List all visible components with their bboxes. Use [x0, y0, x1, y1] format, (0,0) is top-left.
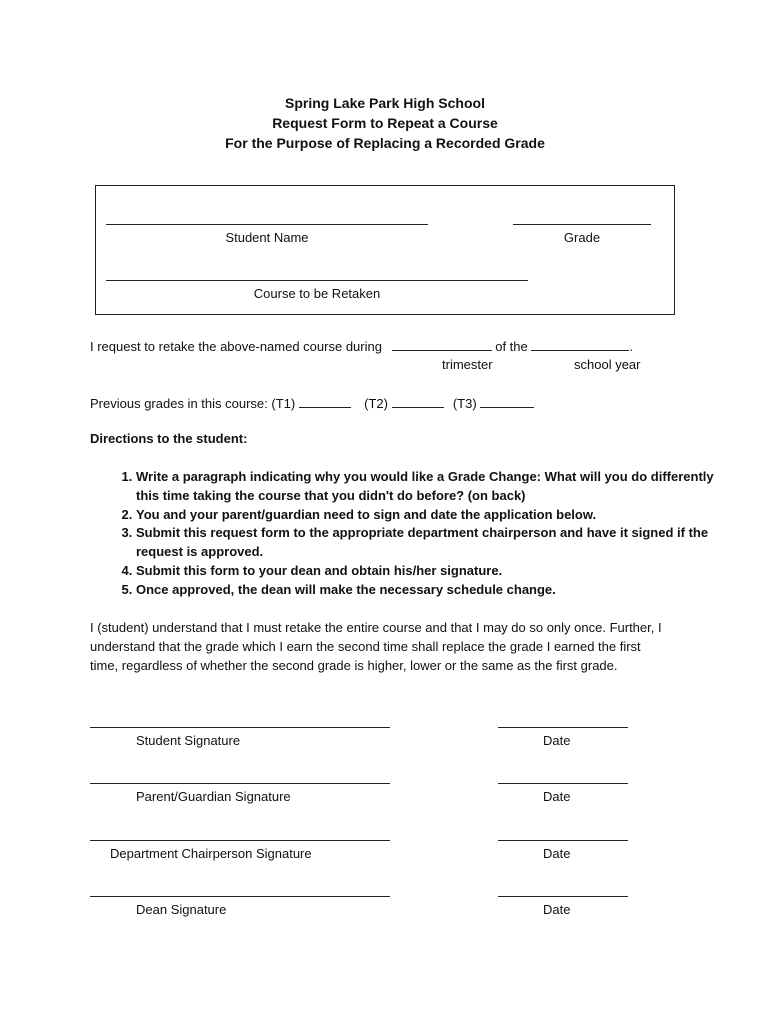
course-label: Course to be Retaken	[253, 286, 381, 301]
direction-item: 4. Submit this form to your dean and obtain his/her signature.	[136, 562, 726, 581]
t2-field[interactable]	[392, 395, 444, 408]
school-name: Spring Lake Park High School	[285, 95, 485, 111]
request-text-before: I request to retake the above-named course during	[90, 339, 382, 354]
school-year-label: school year	[574, 357, 641, 372]
school-year-field[interactable]	[531, 338, 629, 351]
direction-item: 1. Write a paragraph indicating why you would like a Grade Change: What will you do differently this time taking the course that you didn't do before? (on back)	[136, 468, 726, 506]
direction-item: 2. You and your parent/guardian need to sign and date the application below.	[136, 506, 726, 525]
parent-date-label: Date	[543, 789, 571, 804]
student-name-line[interactable]	[106, 224, 428, 225]
request-text-middle: of the	[495, 339, 528, 354]
request-text-end: .	[629, 339, 633, 354]
request-sentence	[90, 338, 633, 354]
parent-date-line[interactable]	[498, 783, 628, 784]
acknowledgement-paragraph: I (student) understand that I must retake the entire course and that I may do so only once. Further, I understand that the grade which I earn the second time shall replace the grade I earned the first time, regardless of whether the second grade is higher, lower or the same as the first grade.	[90, 620, 662, 673]
t3-field[interactable]	[480, 395, 534, 408]
t2-label: (T2)	[364, 396, 388, 411]
direction-item: 5. Once approved, the dean will make the necessary schedule change.	[136, 581, 726, 600]
student-name-label: Student Name	[225, 230, 309, 245]
form-purpose: For the Purpose of Replacing a Recorded Grade	[225, 135, 545, 151]
previous-grades-row	[90, 395, 534, 411]
form-title: Request Form to Repeat a Course	[272, 115, 498, 131]
directions-list	[90, 468, 726, 600]
trimester-field[interactable]	[392, 338, 492, 351]
dean-date-line[interactable]	[498, 896, 628, 897]
student-signature-line[interactable]	[90, 727, 390, 728]
dean-date-label: Date	[543, 902, 571, 917]
grade-line[interactable]	[513, 224, 651, 225]
chairperson-date-line[interactable]	[498, 840, 628, 841]
directions-heading: Directions to the student:	[90, 431, 248, 446]
t1-field[interactable]	[299, 395, 351, 408]
t1-label: (T1)	[271, 396, 296, 411]
course-line[interactable]	[106, 280, 528, 281]
t3-label: (T3)	[452, 396, 477, 411]
form-header	[0, 93, 770, 153]
previous-grades-label: Previous grades in this course:	[90, 396, 268, 411]
direction-item: 3. Submit this request form to the appropriate department chairperson and have it signed if the request is approved.	[136, 524, 726, 562]
student-info-box	[95, 185, 675, 315]
grade-label: Grade	[563, 230, 601, 245]
dean-signature-line[interactable]	[90, 896, 390, 897]
student-signature-label: Student Signature	[136, 733, 241, 748]
dean-signature-label: Dean Signature	[136, 902, 227, 917]
trimester-label: trimester	[442, 357, 493, 372]
chairperson-signature-label: Department Chairperson Signature	[110, 846, 312, 861]
student-date-label: Date	[543, 733, 571, 748]
chairperson-date-label: Date	[543, 846, 571, 861]
parent-signature-line[interactable]	[90, 783, 390, 784]
parent-signature-label: Parent/Guardian Signature	[136, 789, 291, 804]
chairperson-signature-line[interactable]	[90, 840, 390, 841]
student-date-line[interactable]	[498, 727, 628, 728]
